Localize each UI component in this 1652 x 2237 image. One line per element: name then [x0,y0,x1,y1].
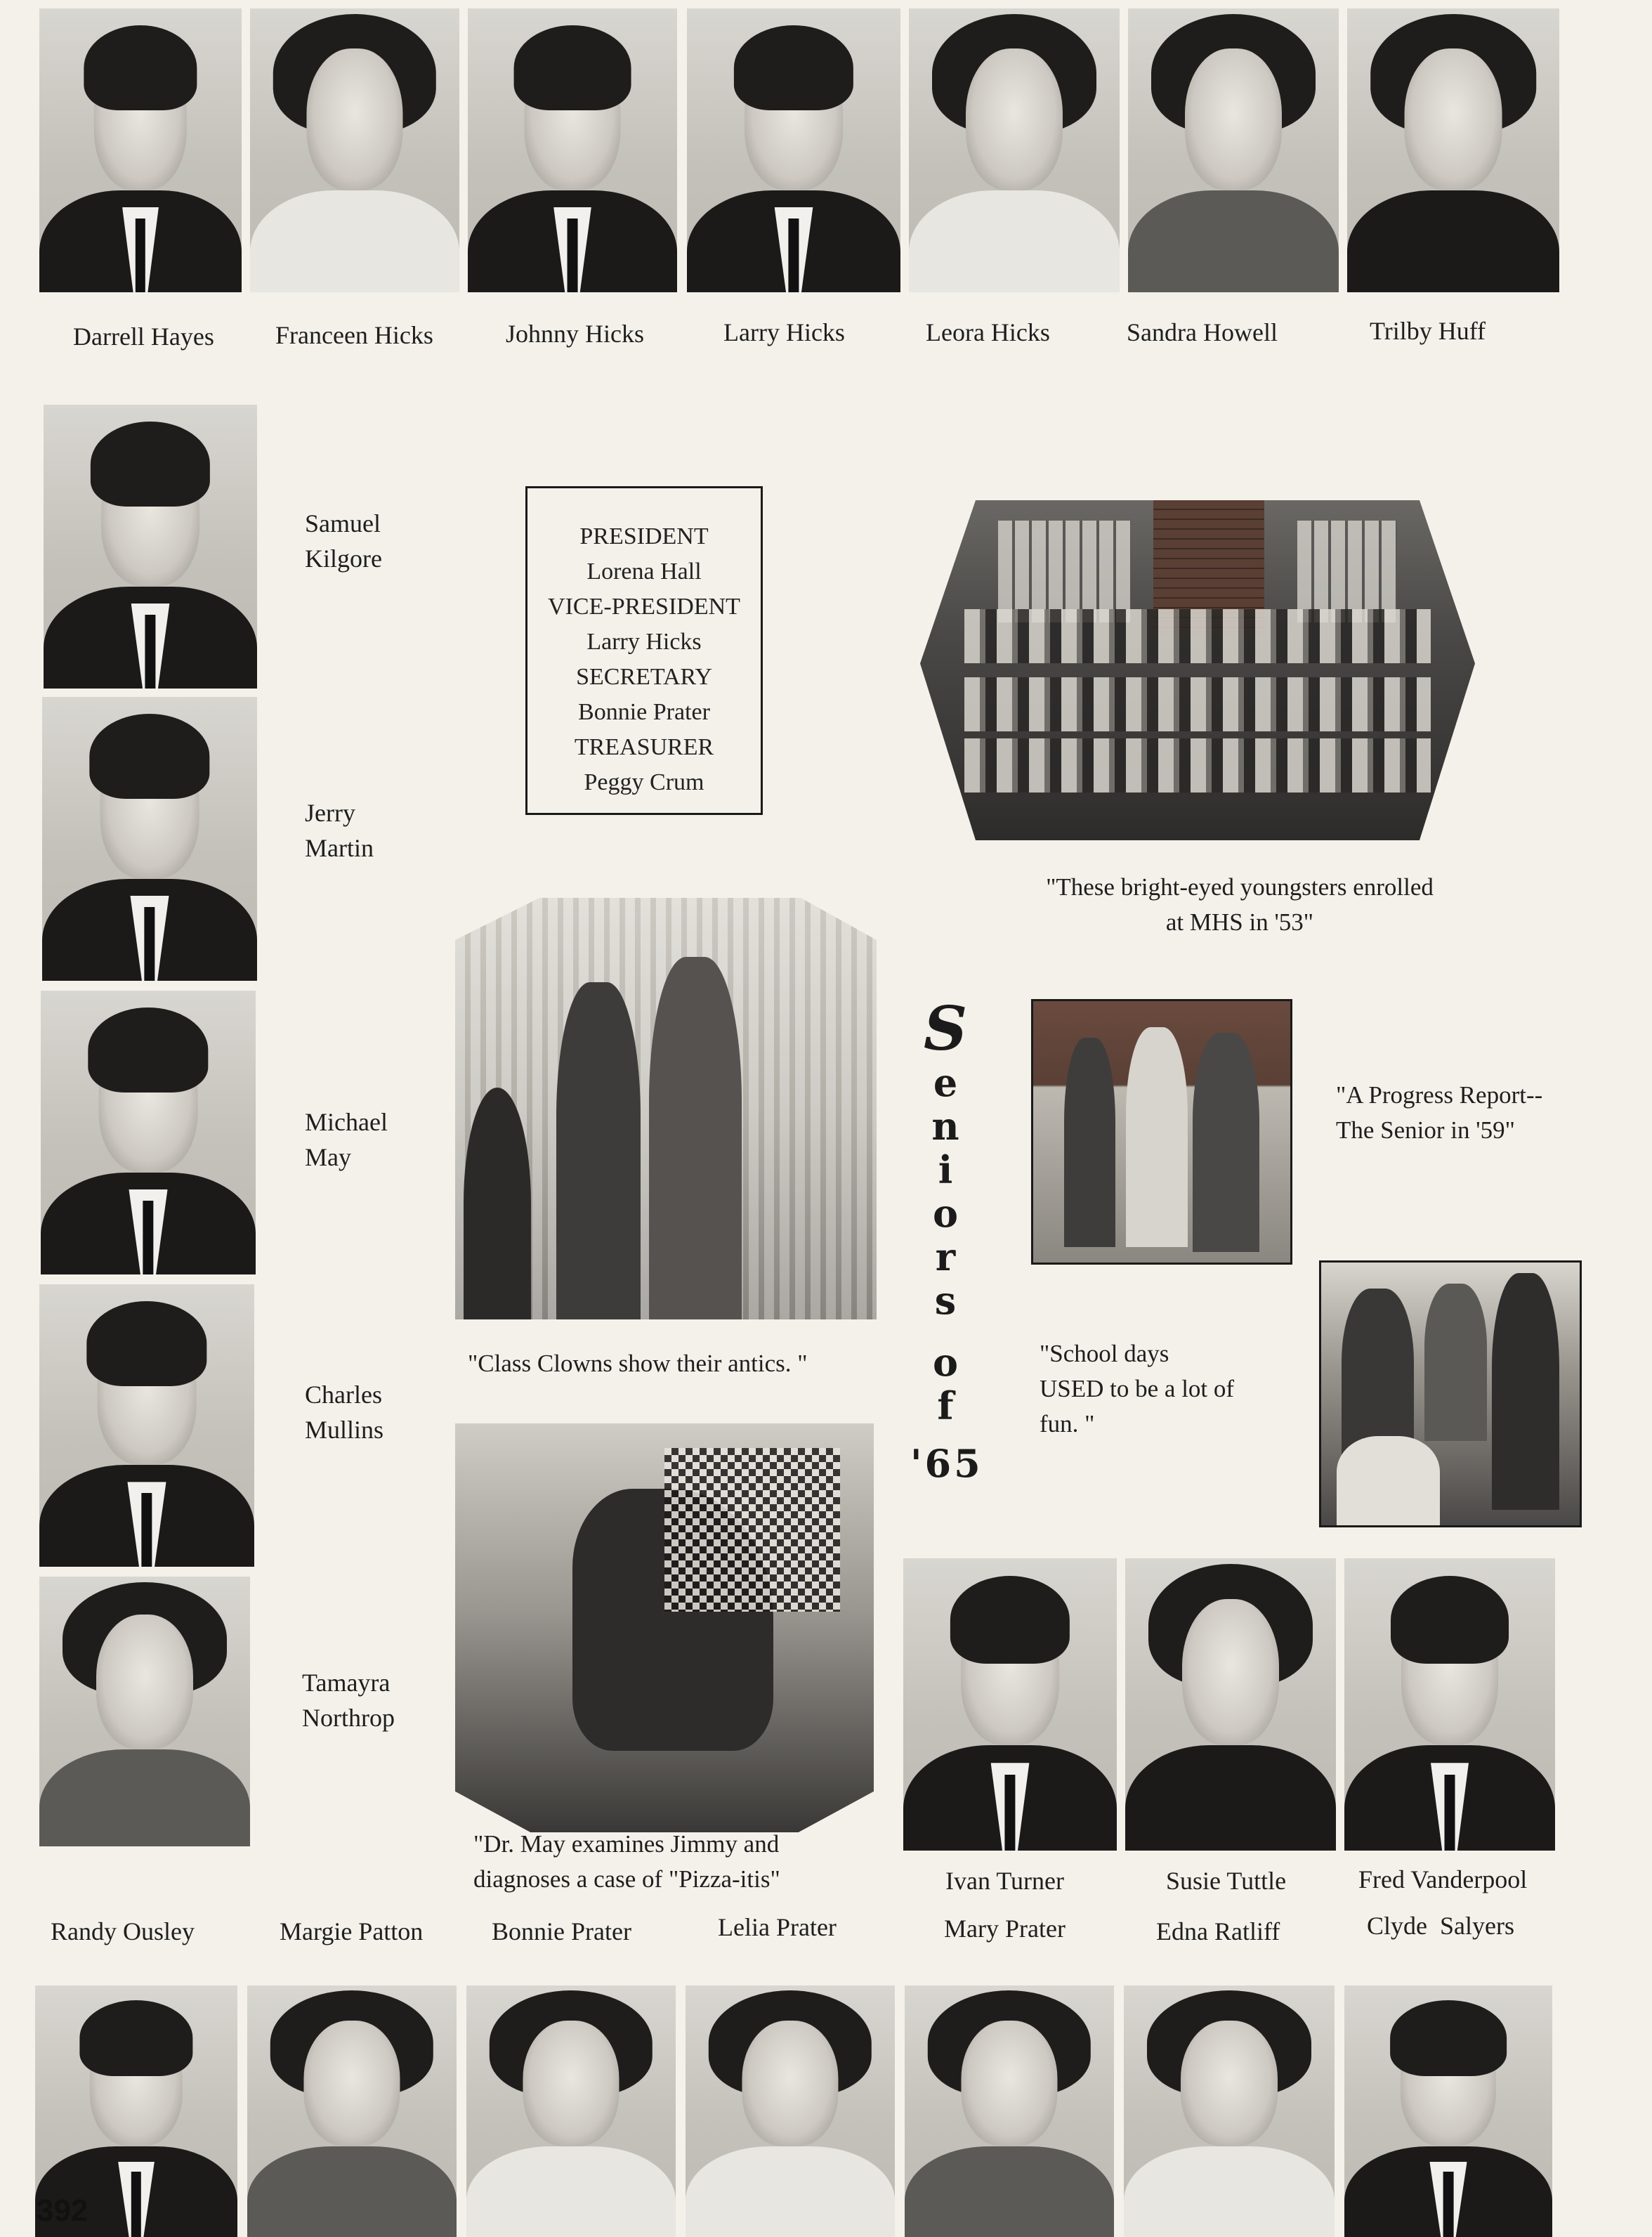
name-franceen-hicks: Franceen Hicks [275,321,433,349]
portrait-fred-vanderpool [1344,1558,1555,1851]
name-margie-patton: Margie Patton [280,1917,424,1945]
portrait-michael-may [41,991,256,1274]
class-clowns-photo [455,898,877,1319]
page-number: 392 [37,2193,88,2228]
portrait-franceen-hicks [250,8,459,292]
name-clyde-salyers: Clyde Salyers [1367,1912,1514,1940]
name-tamayra-northrop: Tamayra Northrop [302,1669,395,1732]
portrait-ivan-turner [903,1558,1117,1851]
progress-report-photo [1031,999,1292,1265]
portrait-samuel-kilgore [44,405,257,689]
name-edna-ratliff: Edna Ratliff [1156,1917,1280,1945]
name-mary-prater: Mary Prater [944,1915,1066,1943]
portrait-mary-prater [905,1985,1114,2237]
officer-name-secretary: Bonnie Prater [578,699,710,725]
portrait-margie-patton [247,1985,457,2237]
officer-title-secretary: SECRETARY [576,664,712,690]
name-lelia-prater: Lelia Prater [718,1913,837,1941]
name-michael-may: Michael May [305,1108,388,1171]
name-fred-vanderpool: Fred Vanderpool [1358,1865,1528,1893]
portrait-susie-tuttle [1125,1558,1336,1851]
name-larry-hicks: Larry Hicks [723,318,845,346]
portrait-tamayra-northrop [39,1577,250,1846]
name-susie-tuttle: Susie Tuttle [1166,1867,1287,1895]
caption-progress-report: "A Progress Report-- The Senior in '59" [1336,1081,1543,1144]
portrait-jerry-martin [42,697,257,981]
name-bonnie-prater: Bonnie Prater [492,1917,631,1945]
portrait-johnny-hicks [468,8,677,292]
name-charles-mullins: Charles Mullins [305,1381,384,1444]
caption-youngsters: "These bright-eyed youngsters enrolled at MHS in '53" [1046,873,1434,936]
name-leora-hicks: Leora Hicks [926,318,1050,346]
portrait-charles-mullins [39,1284,254,1567]
name-jerry-martin: Jerry Martin [305,799,374,862]
portrait-lelia-prater [686,1985,895,2237]
portrait-larry-hicks [687,8,900,292]
portrait-sandra-howell [1128,8,1339,292]
dr-may-photo [455,1423,874,1832]
portrait-darrell-hayes [39,8,242,292]
name-ivan-turner: Ivan Turner [945,1867,1064,1895]
caption-class-clowns: "Class Clowns show their antics. " [468,1350,808,1377]
portrait-trilby-huff [1347,8,1559,292]
class-photo-1953 [920,500,1475,840]
class-officers-box [525,486,763,815]
officer-name-vice-president: Larry Hicks [586,629,702,655]
officer-title-treasurer: TREASURER [574,734,714,760]
officer-title-vice-president: VICE-PRESIDENT [548,594,740,620]
portrait-clyde-salyers [1344,1985,1552,2237]
officer-name-president: Lorena Hall [586,559,702,585]
name-trilby-huff: Trilby Huff [1370,317,1486,345]
name-sandra-howell: Sandra Howell [1127,318,1278,346]
portrait-bonnie-prater [466,1985,676,2237]
school-days-photo [1319,1260,1582,1527]
name-randy-ousley: Randy Ousley [51,1917,195,1945]
officer-title-president: PRESIDENT [579,523,709,549]
caption-school-days: "School days USED to be a lot of fun. " [1040,1340,1235,1437]
seniors-of-65-title: S e n i o r s o f '65 [910,993,983,1486]
portrait-edna-ratliff [1124,1985,1335,2237]
name-johnny-hicks: Johnny Hicks [506,320,644,348]
name-darrell-hayes: Darrell Hayes [73,322,214,351]
caption-dr-may: "Dr. May examines Jimmy and diagnoses a case of "Pizza-itis" [473,1830,780,1893]
officer-name-treasurer: Peggy Crum [584,769,704,795]
portrait-leora-hicks [909,8,1120,292]
name-samuel-kilgore: Samuel Kilgore [305,509,382,573]
